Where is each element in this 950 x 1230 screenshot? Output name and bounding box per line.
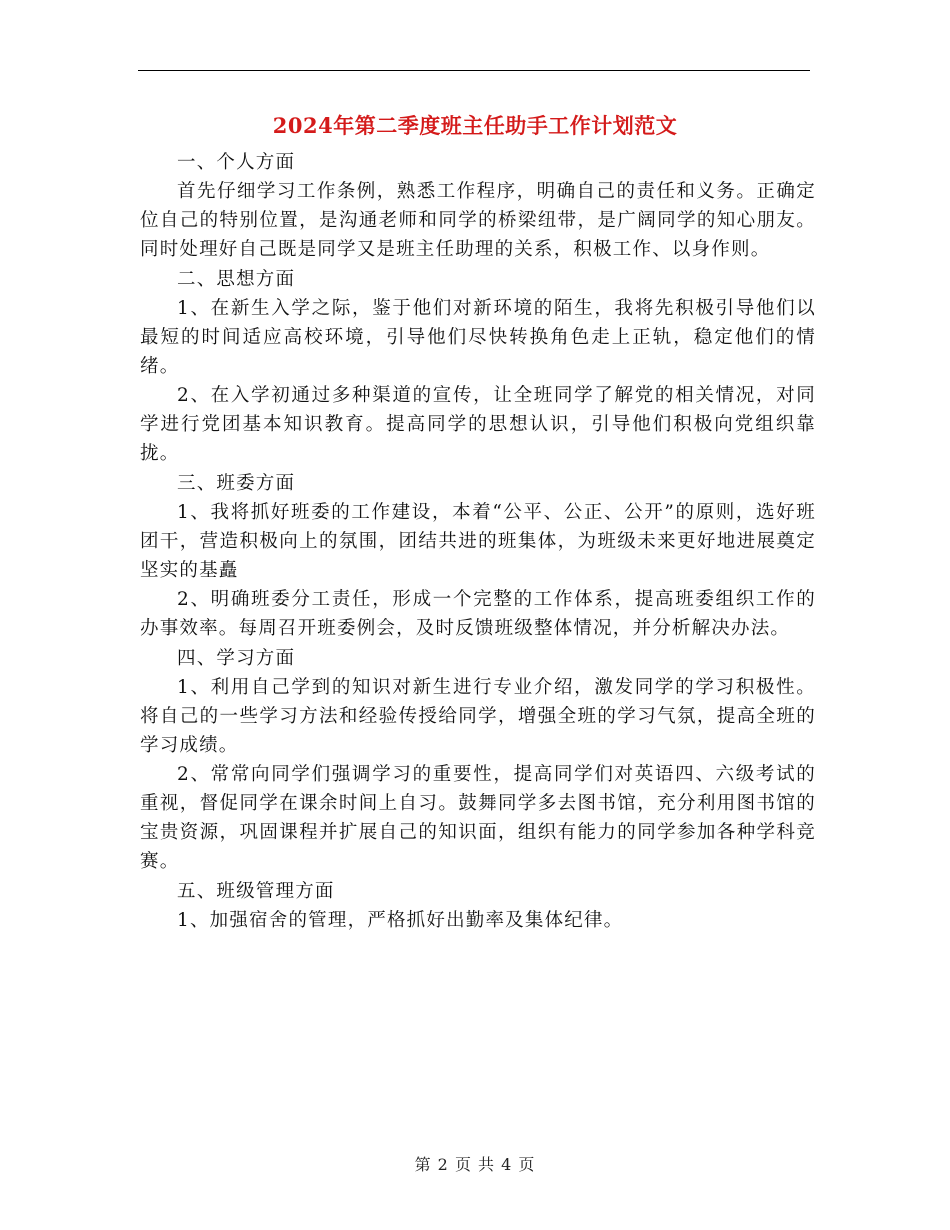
section-heading-thought: 二、思想方面 xyxy=(177,269,296,290)
paragraph: 1、利用自己学到的知识对新生进行专业介绍，激发同学的学习积极性。将自己的一些学习方法和经验传授给同学，增强全班的学习气氛，提高全班的学习成绩。 xyxy=(140,677,816,756)
section-heading-study: 四、学习方面 xyxy=(177,648,296,669)
document-title: 2024年第二季度班主任助手工作计划范文 xyxy=(272,113,678,138)
section-heading-class-committee: 三、班委方面 xyxy=(177,473,296,494)
paragraph: 2、在入学初通过多种渠道的宣传，让全班同学了解党的相关情况，对同学进行党团基本知识教育。提高同学的思想认识，引导他们积极向党组织靠拢。 xyxy=(140,385,816,464)
section-heading-class-management: 五、班级管理方面 xyxy=(177,881,335,902)
section-heading-personal: 一、个人方面 xyxy=(177,152,296,173)
paragraph: 1、我将抓好班委的工作建设，本着“公平、公正、公开”的原则，选好班团干，营造积极向上的氛围，团结共进的班集体，为班级未来更好地进展奠定坚实的基矗 xyxy=(140,502,816,581)
paragraph: 2、常常向同学们强调学习的重要性，提高同学们对英语四、六级考试的重视，督促同学在课余时间上自习。鼓舞同学多去图书馆，充分利用图书馆的宝贵资源，巩固课程并扩展自己的知识面，组织有能力的同学参加各种学科竞赛。 xyxy=(140,764,816,872)
document-body xyxy=(140,147,816,935)
paragraph: 1、加强宿舍的管理，严格抓好出勤率及集体纪律。 xyxy=(177,910,624,931)
header-rule xyxy=(138,70,810,71)
paragraph: 首先仔细学习工作条例，熟悉工作程序，明确自己的责任和义务。正确定位自己的特别位置，是沟通老师和同学的桥梁纽带，是广阔同学的知心朋友。同时处理好自己既是同学又是班主任助理的关系，积极工作、以身作则。 xyxy=(140,181,816,260)
paragraph: 1、在新生入学之际，鉴于他们对新环境的陌生，我将先积极引导他们以最短的时间适应高校环境，引导他们尽快转换角色走上正轨，稳定他们的情绪。 xyxy=(140,298,816,377)
paragraph: 2、明确班委分工责任，形成一个完整的工作体系，提高班委组织工作的办事效率。每周召开班委例会，及时反馈班级整体情况，并分析解决办法。 xyxy=(140,589,816,639)
page-number: 第 2 页 共 4 页 xyxy=(414,1155,536,1174)
